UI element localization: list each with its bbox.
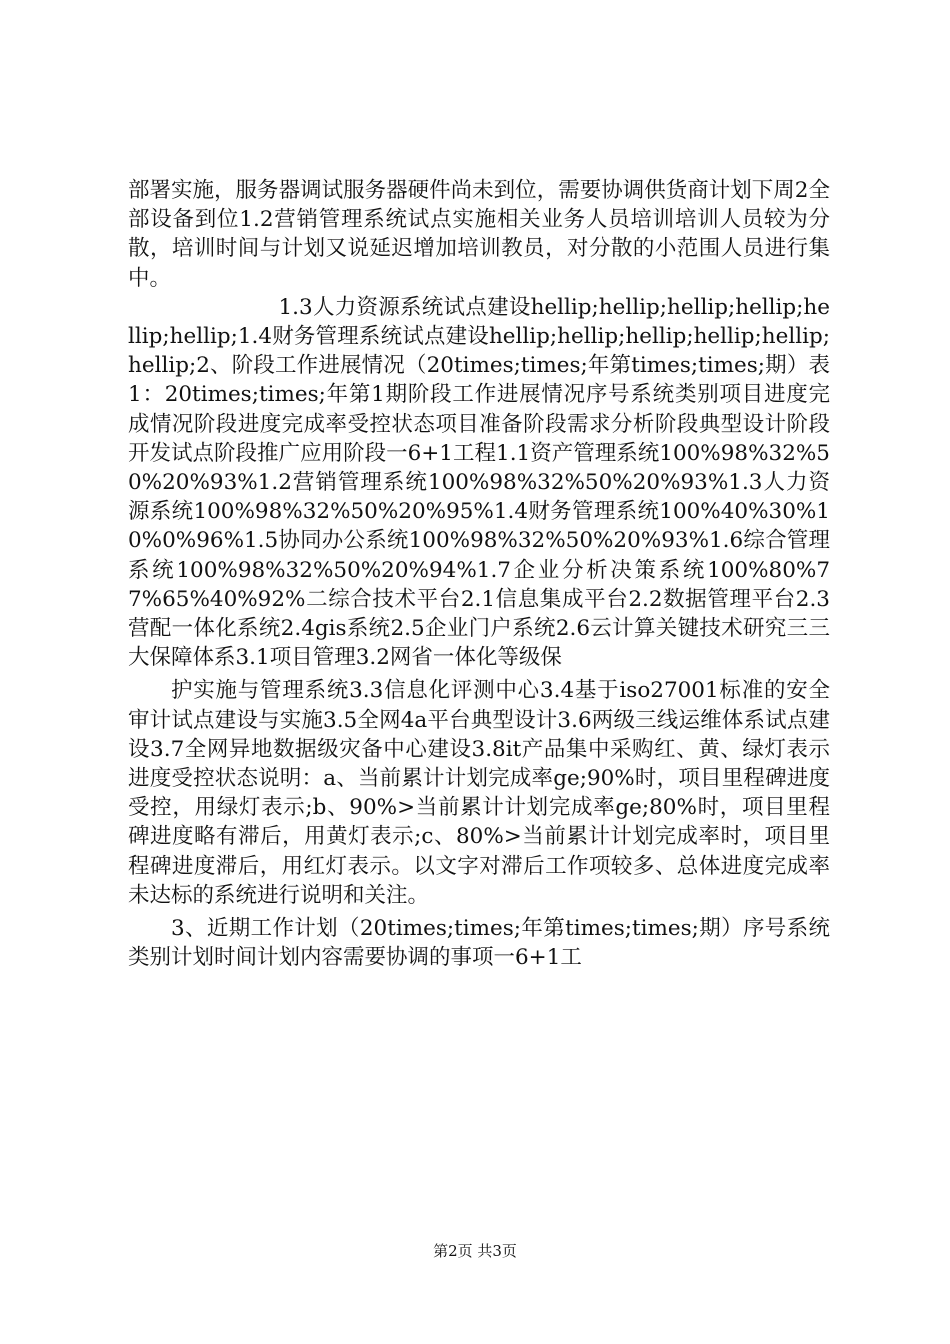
paragraph-2: 1.3人力资源系统试点建设hellip;hellip;hellip;hellip;hellip;hellip;1.4财务管理系统试点建设hellip;hellip;hellip;hellip;hellip;hellip;2、阶段工作进展情况（20times;times;年第times;times;期）表1：20times;times;年第1期阶段工作进展情况序号系统类别项目进度完成情况阶段进度完成率受控状态项目准备阶段需求分析阶段典型设计阶段开发试点阶段推广应用阶段一6+1工程1.1资产管理系统100%98%32%50%20%93%1.2营销管理系统100%98%32%50%20%93%1.3人力资源系统100%98%32%50%20%95%1.4财务管理系统100%40%30%10%0%96%1.5协同办公系统100%98%32%50%20%93%1.6综合管理系统100%98%32%50%20%94%1.7企业分析决策系统100%80%77%65%40%92%二综合技术平台2.1信息集成平台2.2数据管理平台2.3营配一体化系统2.4gis系统2.5企业门户系统2.6云计算关键技术研究三三大保障体系3.1项目管理3.2网省一体化等级保 [128,294,830,671]
paragraph-1: 部署实施，服务器调试服务器硬件尚未到位，需要协调供货商计划下周2全部设备到位1.2营销管理系统试点实施相关业务人员培训培训人员较为分散，培训时间与计划又说延迟增加培训教员，对分散的小范围人员进行集中。 [128,178,830,291]
paragraph-4: 3、近期工作计划（20times;times;年第times;times;期）序号系统类别计划时间计划内容需要协调的事项一6+1工 [128,916,830,971]
paragraph-3: 护实施与管理系统3.3信息化评测中心3.4基于iso27001标准的安全审计试点建设与实施3.5全网4a平台典型设计3.6两级三线运维体系试点建设3.7全网异地数据级灾备中心建设3.8it产品集中采购红、黄、绿灯表示进度受控状态说明：a、当前累计计划完成率ge;90%时，项目里程碑进度受控，用绿灯表示;b、90%>当前累计计划完成率ge;80%时，项目里程碑进度略有滞后，用黄灯表示;c、80%>当前累计计划完成率时，项目里程碑进度滞后，用红灯表示。以文字对滞后工作项较多、总体进度完成率未达标的系统进行说明和关注。 [128,678,830,908]
document-body [128,176,830,972]
page-number-footer: 第2页 共3页 [433,1242,517,1260]
